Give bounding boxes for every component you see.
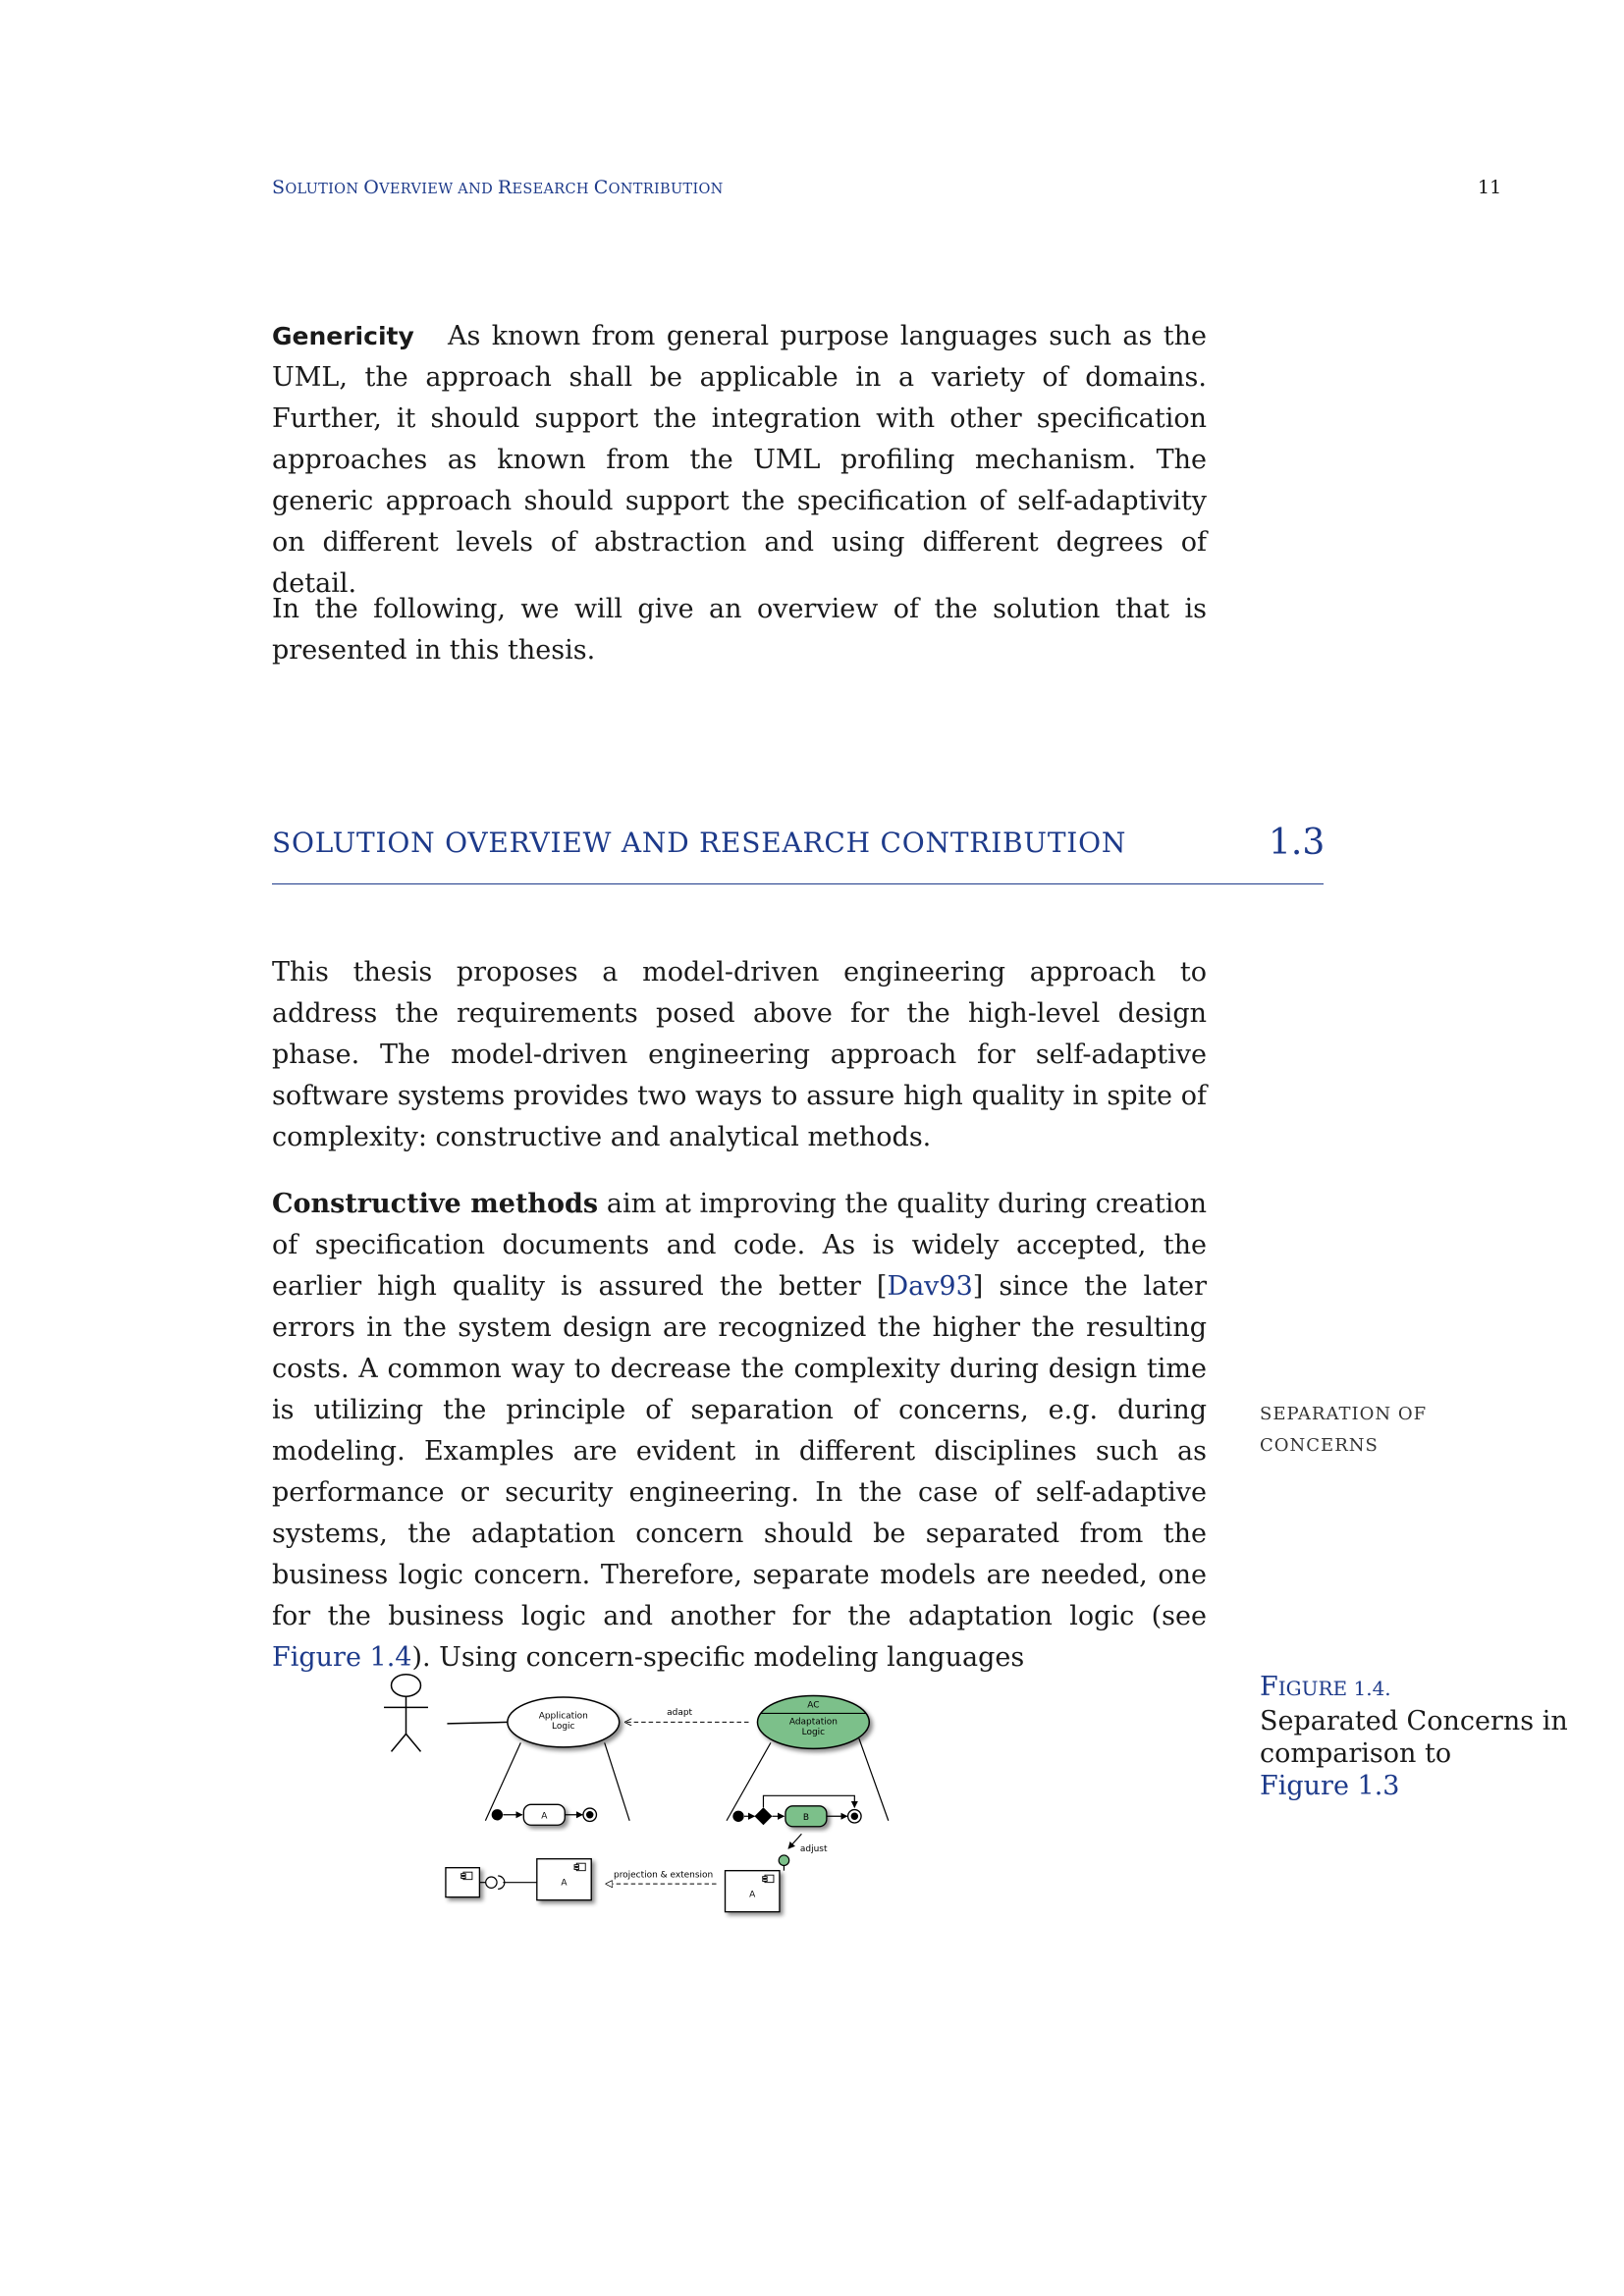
figure-separated-concerns [358, 1659, 1124, 1993]
actor-association [447, 1722, 507, 1723]
final-node-right-core [851, 1813, 858, 1820]
section-number: 1.3 [1269, 823, 1326, 863]
genericity-body: As known from general purpose languages such as the UML, the approach shall be applicable in a variety of domains. Further, it should support the integration with other specification approaches as known from the UML profiling mechanism. The generic approach should support the specification of self-adaptivity on different levels of abstraction and using different degrees of detail. [272, 321, 1208, 599]
provided-interface [486, 1877, 497, 1888]
intro-paragraph [272, 952, 1207, 1158]
component-icon [763, 1875, 774, 1882]
action-b-label: B [802, 1813, 809, 1824]
section-rule [272, 883, 1324, 884]
caption-label-rest: IGURE 1.4. [1277, 1677, 1391, 1700]
decision-node [754, 1807, 772, 1825]
following-paragraph [272, 589, 1207, 671]
ac-label: AC [807, 1700, 820, 1711]
left-cone-line-2 [605, 1742, 629, 1820]
margin-note-line1: SEPARATION OF [1260, 1404, 1428, 1424]
action-a-left-label: A [541, 1811, 548, 1822]
caption-figure-link[interactable]: Figure 1.3 [1260, 1771, 1400, 1801]
adjust-port [779, 1855, 788, 1865]
constructive-part2: ] since the later errors in the system design are recognized the higher the resulting costs. A common way to decrease the complexity during design time is utilizing the principle of separation of concerns, e.g. during modeling. Examples are evident in different disciplines such as performance or security engineering. In the case of self-adaptive systems, the adaptation concern should be separated from the business logic concern. Therefore, separate models are needed, one for the business logic and another for the adaptation logic (see [272, 1271, 1207, 1631]
citation-link[interactable]: Dav93 [887, 1271, 973, 1302]
constructive-heading: Constructive methods [272, 1189, 599, 1219]
constructive-part1: aim at improving the quality during creation of specification documents and code. As is widely accepted, the earlier high quality is assured the better [ [272, 1189, 1207, 1302]
projection-label: projection & extension [614, 1870, 714, 1881]
genericity-paragraph [272, 316, 1207, 605]
constructive-part3: ). Using concern-specific modeling languages [411, 1642, 1025, 1673]
caption-label [1260, 1671, 1584, 1705]
margin-note-line2: CONCERNS [1260, 1435, 1379, 1456]
initial-node-right [732, 1811, 743, 1822]
caption-line2: comparison to [1260, 1738, 1452, 1769]
running-head: SOLUTION OVERVIEW AND RESEARCH CONTRIBUTION [272, 177, 724, 198]
figure-link[interactable]: Figure 1.4 [272, 1642, 412, 1673]
final-node-left-core [586, 1811, 593, 1818]
following-text: In the following, we will give an overview of the solution that is presented in this thesis. [272, 594, 1207, 666]
left-cone-line-1 [485, 1742, 520, 1820]
section-title: SOLUTION OVERVIEW AND RESEARCH CONTRIBUTION [272, 827, 1127, 859]
caption-line1: Separated Concerns in [1260, 1706, 1568, 1736]
initial-node-left [492, 1809, 503, 1820]
adjust-label: adjust [799, 1844, 828, 1855]
adaptation-logic-label-1: Adaptation [788, 1717, 838, 1728]
figure-caption [1260, 1671, 1584, 1802]
app-logic-label-1: Application [538, 1711, 588, 1722]
margin-note [1260, 1399, 1427, 1462]
adapt-label: adapt [667, 1707, 693, 1718]
component-a-left-label: A [561, 1878, 568, 1889]
actor-icon [384, 1675, 428, 1752]
component-icon [461, 1872, 472, 1879]
component-a-right-label: A [749, 1890, 756, 1900]
right-cone-line-2 [859, 1738, 889, 1821]
component-small-left [446, 1868, 479, 1897]
page-number: 11 [1478, 177, 1502, 198]
genericity-heading: Genericity [272, 322, 414, 350]
app-logic-label-2: Logic [552, 1722, 575, 1733]
caption-label-f: F [1260, 1672, 1278, 1702]
intro-text: This thesis proposes a model-driven engineering approach to address the requirements posed above for the high-level design phase. The model-driven engineering approach for self-adaptive software systems provides two ways to assure high quality in spite of complexity: constructive and analytical methods. [272, 957, 1207, 1152]
constructive-paragraph [272, 1184, 1207, 1679]
adaptation-logic-label-2: Logic [801, 1728, 826, 1738]
